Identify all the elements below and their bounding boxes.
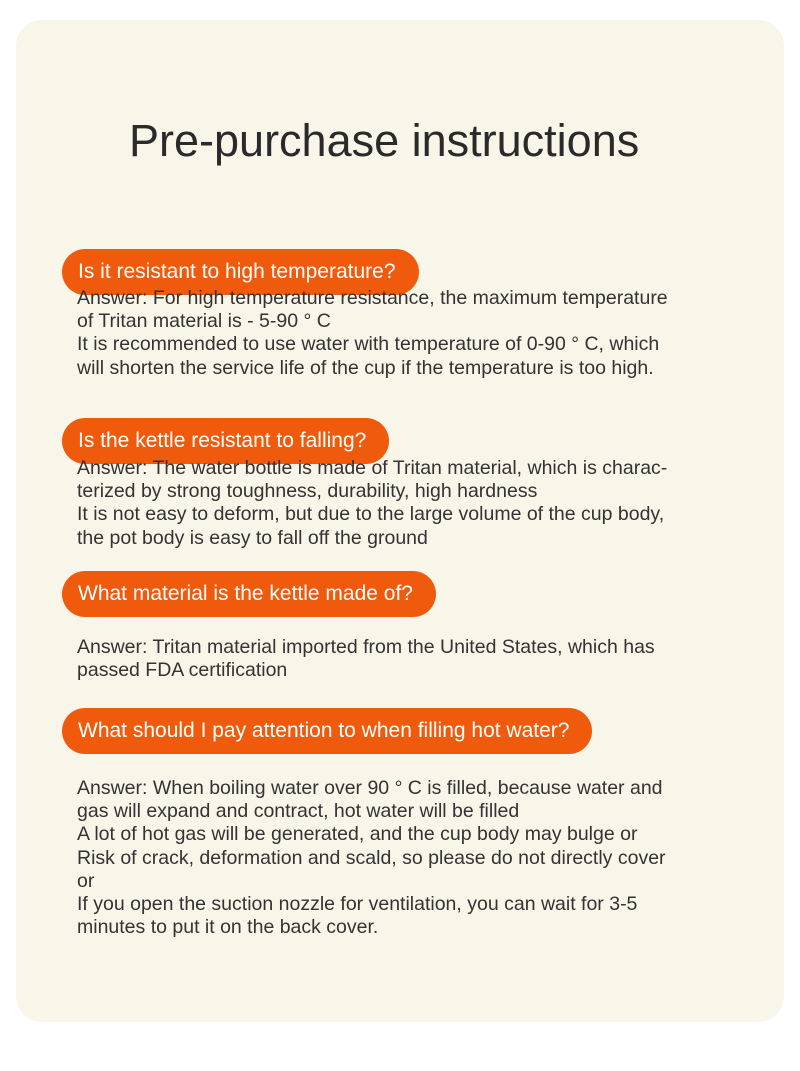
question-pill-hot-water: What should I pay attention to when filling hot water?: [62, 708, 592, 754]
answer-paragraph: Answer: Tritan material imported from the United States, which has passed FDA certification: [77, 636, 655, 682]
answer-paragraph: Answer: When boiling water over 90 ° C is filled, because water and gas will expand and contract, hot water will be filled: [77, 777, 663, 823]
answer-paragraph: A lot of hot gas will be generated, and the cup body may bulge or: [77, 823, 638, 846]
answer-paragraph: Answer: For high temperature resistance, the maximum temperature of Tritan material is - 5-90 ° C: [77, 287, 668, 333]
answer-paragraph: If you open the suction nozzle for ventilation, you can wait for 3-5 minutes to put it on the back cover.: [77, 893, 638, 939]
answer-paragraph: It is not easy to deform, but due to the large volume of the cup body, the pot body is easy to fall off the ground: [77, 503, 665, 549]
answer-paragraph: It is recommended to use water with temperature of 0-90 ° C, which will shorten the service life of the cup if the temperature is too high.: [77, 333, 660, 379]
answer-paragraph: Answer: The water bottle is made of Tritan material, which is charac- terized by strong toughness, durability, high hardness: [77, 457, 668, 503]
answer-drop-resistance: [77, 457, 767, 550]
question-pill-heat-resistance: Is it resistant to high temperature?: [62, 249, 419, 295]
question-pill-material: What material is the kettle made of?: [62, 571, 436, 617]
answer-heat-resistance: [77, 287, 767, 380]
instructions-card: [16, 20, 784, 1022]
answer-paragraph: Risk of crack, deformation and scald, so please do not directly cover or: [77, 846, 666, 892]
question-pill-drop-resistance: Is the kettle resistant to falling?: [62, 418, 389, 464]
answer-material: [77, 636, 767, 682]
page-title: Pre-purchase instructions: [129, 115, 640, 166]
answer-hot-water: [77, 777, 767, 939]
